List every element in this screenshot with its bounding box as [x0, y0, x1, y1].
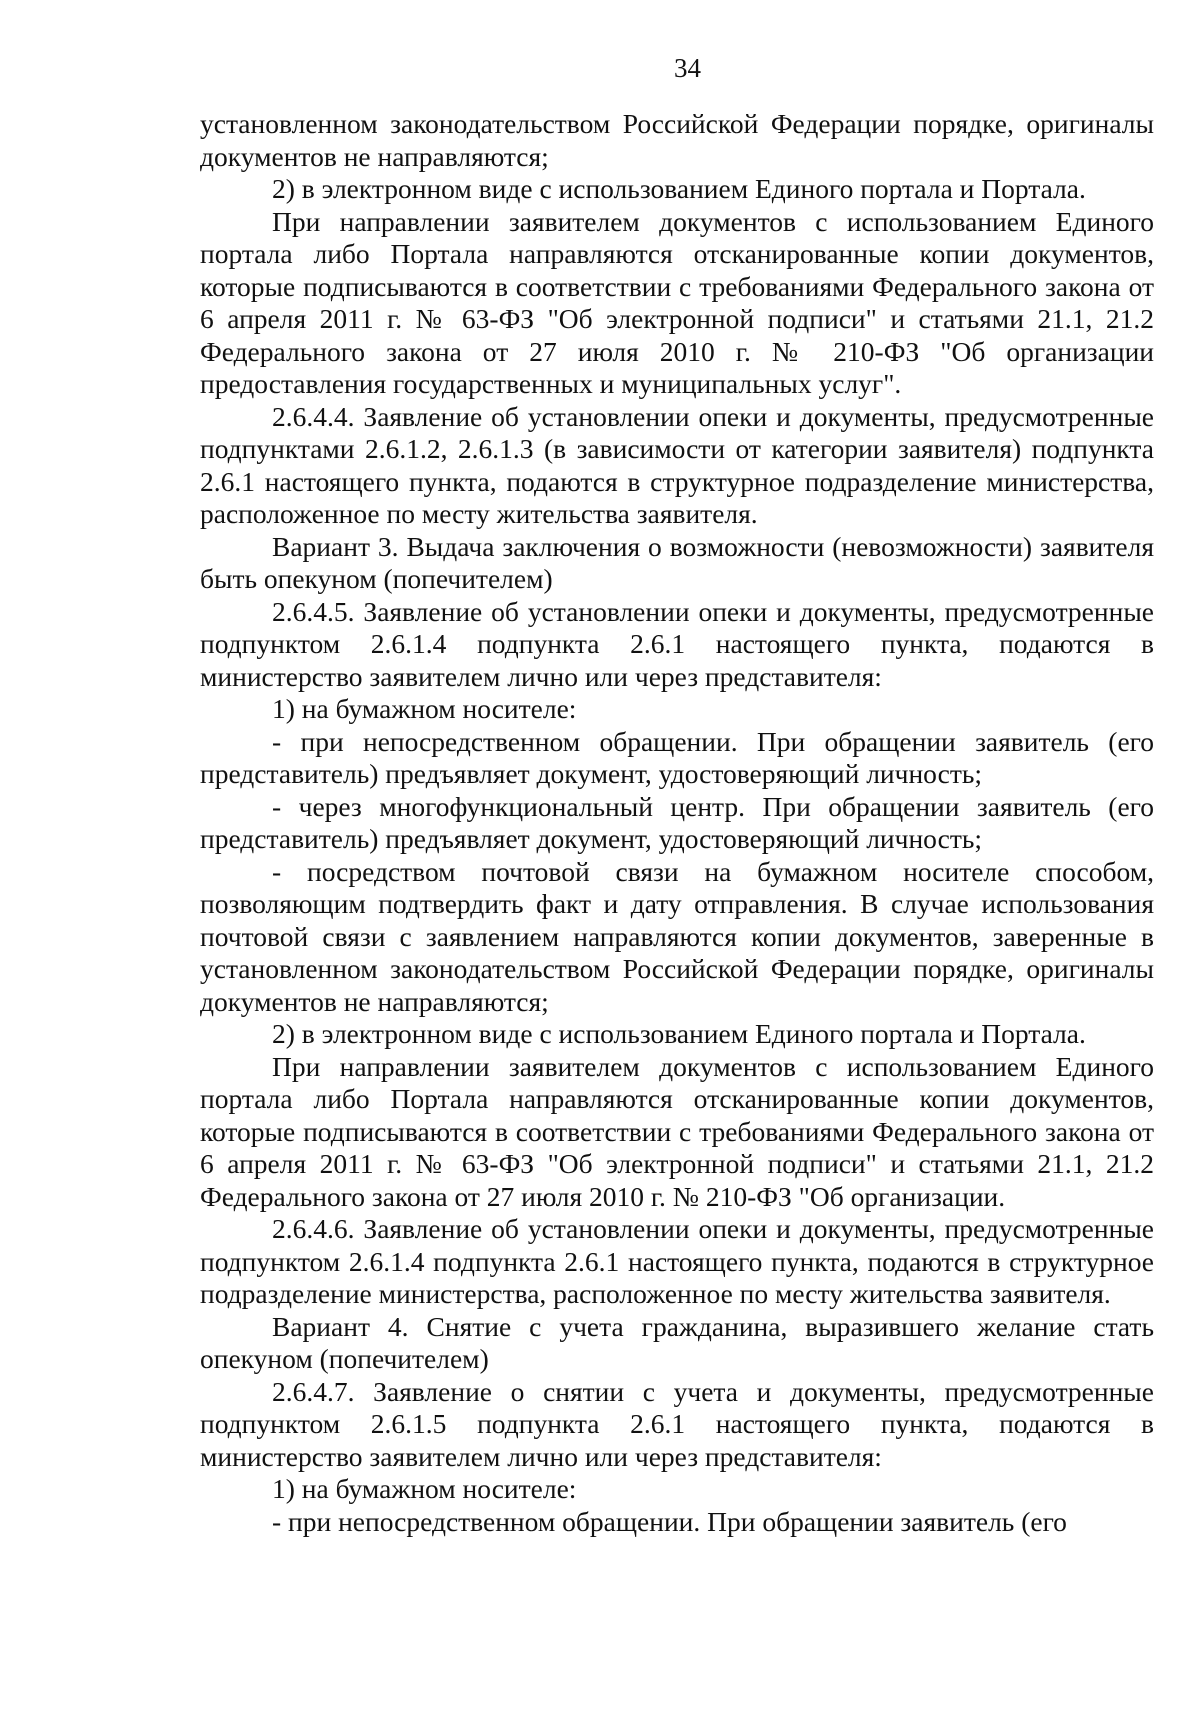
- list-item: - при непосредственном обращении. При обращении заявитель (его представитель) предъявляет документ, удостоверяющий личность;: [200, 725, 1154, 789]
- list-item: 1) на бумажном носителе:: [272, 693, 577, 724]
- paragraph: 2.6.4.6. Заявление об установлении опеки и документы, предусмотренные подпунктом 2.6.1.4 подпункта 2.6.1 настоящего пункта, подаются в структурное подразделение министерства, расположенное по месту жительства заявителя.: [200, 1213, 1154, 1309]
- paragraph: 2.6.4.4. Заявление об установлении опеки и документы, предусмотренные подпунктами 2.6.1.2, 2.6.1.3 (в зависимости от категории заявителя) подпункта 2.6.1 настоящего пункта, подаются в структурное подразделение министерства, расположенное по месту жительства заявителя.: [200, 400, 1154, 529]
- section-heading: Вариант 4. Снятие с учета гражданина, выразившего желание стать опекуном (попечителем): [200, 1310, 1154, 1374]
- page-number: 34: [674, 53, 701, 83]
- paragraph: 2) в электронном виде с использованием Единого портала и Портала.: [272, 173, 1086, 204]
- document-body: [200, 108, 1154, 1538]
- paragraph: 2.6.4.5. Заявление об установлении опеки и документы, предусмотренные подпунктом 2.6.1.4 подпункта 2.6.1 настоящего пункта, подаются в министерство заявителем лично или через представителя:: [200, 595, 1154, 692]
- paragraph: При направлении заявителем документов с использованием Единого портала либо Портала направляются отсканированные копии документов, которые подписываются в соответствии с требованиями Федерального закона от 6 апреля 2011 г. № 63-ФЗ "Об электронной подписи" и статьями 21.1, 21.2 Федерального закона от 27 июля 2010 г. № 210-ФЗ "Об организации предоставления государственных и муниципальных услуг".: [200, 205, 1154, 399]
- paragraph: При направлении заявителем документов с использованием Единого портала либо Портала направляются отсканированные копии документов, которые подписываются в соответствии с требованиями Федерального закона от 6 апреля 2011 г. № 63-ФЗ "Об электронной подписи" и статьями 21.1, 21.2 Федерального закона от 27 июля 2010 г. № 210-ФЗ "Об организации.: [200, 1050, 1154, 1212]
- list-item: - при непосредственном обращении. При обращении заявитель (его: [272, 1505, 1067, 1537]
- paragraph: 2.6.4.7. Заявление о снятии с учета и документы, предусмотренные подпунктом 2.6.1.5 подпункта 2.6.1 настоящего пункта, подаются в министерство заявителем лично или через представителя:: [200, 1375, 1154, 1472]
- section-heading: Вариант 3. Выдача заключения о возможности (невозможности) заявителя быть опекуном (попечителем): [200, 530, 1154, 594]
- list-item: - посредством почтовой связи на бумажном носителе способом, позволяющим подтвердить факт и дату отправления. В случае использования почтовой связи с заявлением направляются копии документов, заверенные в установленном законодательством Российской Федерации порядке, оригиналы документов не направляются;: [200, 855, 1154, 1017]
- list-item: 1) на бумажном носителе:: [272, 1473, 577, 1504]
- list-item: - через многофункциональный центр. При обращении заявитель (его представитель) предъявляет документ, удостоверяющий личность;: [200, 790, 1154, 854]
- list-item: 2) в электронном виде с использованием Единого портала и Портала.: [272, 1018, 1086, 1049]
- paragraph: установленном законодательством Российской Федерации порядке, оригиналы документов не направляются;: [200, 108, 1154, 172]
